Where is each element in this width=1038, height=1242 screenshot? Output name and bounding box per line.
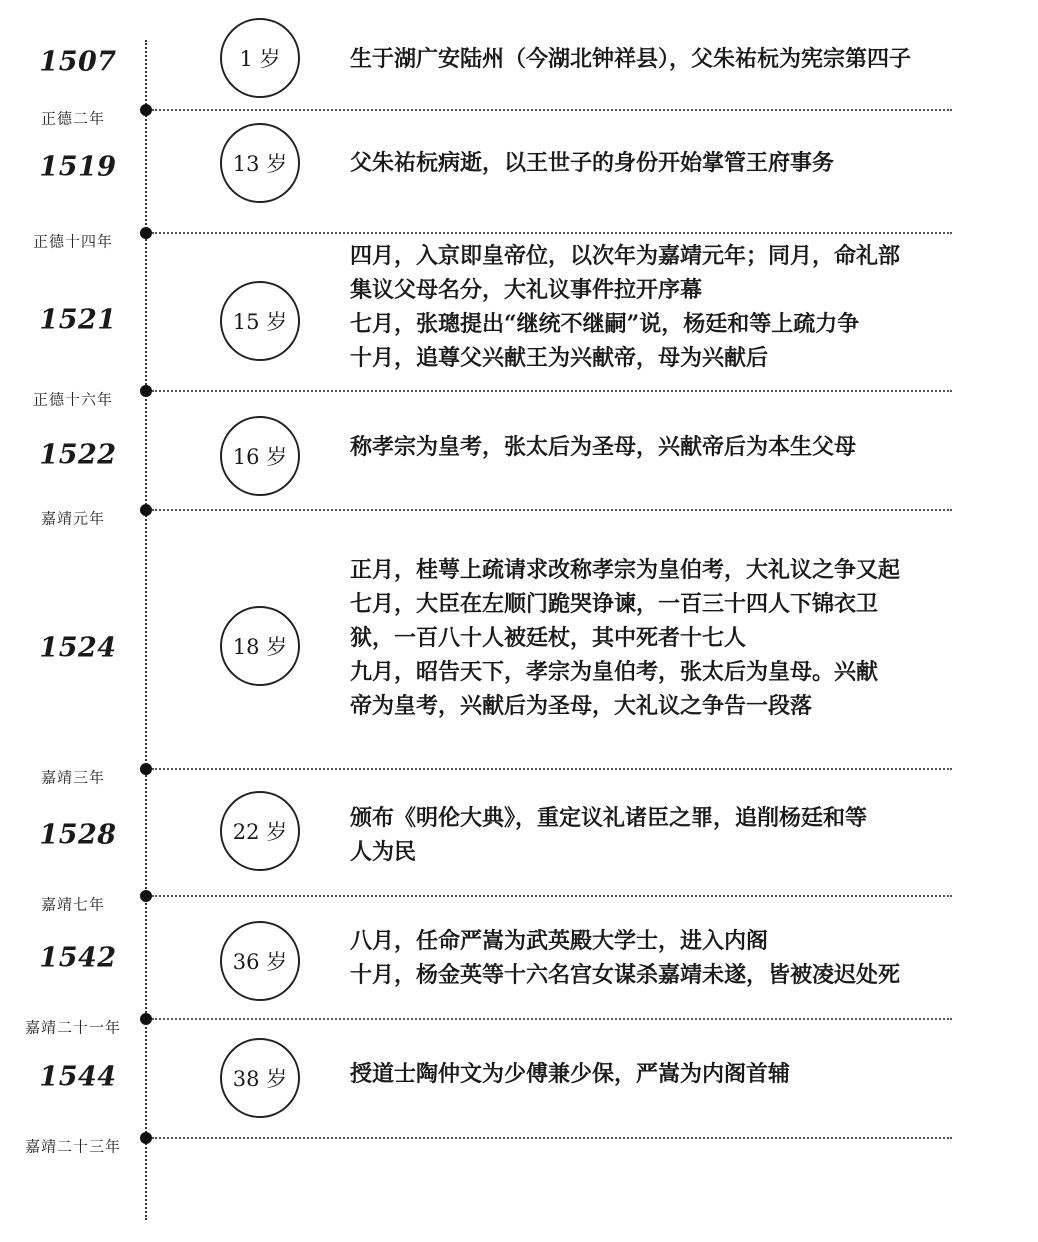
age-badge: 18 岁 bbox=[220, 606, 300, 686]
event-line: 正月，桂萼上疏请求改称孝宗为皇伯考，大礼议之争又起 bbox=[350, 557, 901, 583]
timeline-dot bbox=[140, 504, 152, 516]
age-badge: 16 岁 bbox=[220, 416, 300, 496]
dotted-divider bbox=[152, 390, 952, 392]
timeline-dot bbox=[140, 1013, 152, 1025]
event-line: 授道士陶仲文为少傅兼少保，严嵩为内阁首辅 bbox=[350, 1061, 791, 1087]
event-line: 父朱祐杬病逝，以王世子的身份开始掌管王府事务 bbox=[350, 150, 835, 176]
timeline-dot bbox=[140, 890, 152, 902]
event-description bbox=[350, 801, 950, 869]
age-badge: 38 岁 bbox=[220, 1038, 300, 1118]
era-label: 嘉靖二十一年 bbox=[24, 1018, 121, 1037]
year-label: 1524 bbox=[39, 632, 117, 664]
timeline-dot bbox=[140, 1132, 152, 1144]
event-line: 人为民 bbox=[350, 839, 417, 865]
event-description bbox=[350, 146, 950, 180]
year-label: 1519 bbox=[39, 151, 117, 183]
event-line: 集议父母名分，大礼议事件拉开序幕 bbox=[350, 277, 703, 303]
year-label: 1542 bbox=[39, 942, 117, 974]
age-badge: 13 岁 bbox=[220, 123, 300, 203]
timeline-dot bbox=[140, 385, 152, 397]
event-line: 称孝宗为皇考，张太后为圣母，兴献帝后为本生父母 bbox=[350, 434, 857, 460]
era-label: 正德十四年 bbox=[32, 232, 113, 251]
dotted-divider bbox=[152, 768, 952, 770]
event-description bbox=[350, 1057, 950, 1091]
event-line: 四月，入京即皇帝位，以次年为嘉靖元年；同月，命礼部 bbox=[350, 243, 901, 269]
dotted-divider bbox=[152, 509, 952, 511]
timeline-axis bbox=[145, 40, 147, 1220]
timeline-dot bbox=[140, 227, 152, 239]
era-label: 正德十六年 bbox=[32, 390, 113, 409]
era-label: 嘉靖二十三年 bbox=[24, 1137, 121, 1156]
event-description bbox=[350, 924, 950, 992]
event-line: 生于湖广安陆州（今湖北钟祥县），父朱祐杬为宪宗第四子 bbox=[350, 46, 912, 72]
dotted-divider bbox=[152, 109, 952, 111]
era-label: 嘉靖七年 bbox=[40, 895, 105, 914]
year-label: 1528 bbox=[39, 819, 117, 851]
era-label: 嘉靖三年 bbox=[40, 768, 105, 787]
dotted-divider bbox=[152, 1018, 952, 1020]
event-line: 八月，任命严嵩为武英殿大学士，进入内阁 bbox=[350, 928, 769, 954]
event-line: 十月，追尊父兴献王为兴献帝，母为兴献后 bbox=[350, 345, 769, 371]
event-description bbox=[350, 239, 950, 375]
age-badge: 15 岁 bbox=[220, 281, 300, 361]
event-description bbox=[350, 430, 950, 464]
year-label: 1522 bbox=[39, 439, 117, 471]
event-line: 七月，大臣在左顺门跪哭诤谏，一百三十四人下锦衣卫 bbox=[350, 591, 879, 617]
era-label: 嘉靖元年 bbox=[40, 509, 105, 528]
event-description bbox=[350, 553, 950, 723]
year-label: 1521 bbox=[39, 304, 117, 336]
event-line: 十月，杨金英等十六名宫女谋杀嘉靖未遂，皆被凌迟处死 bbox=[350, 962, 901, 988]
age-badge: 1 岁 bbox=[220, 18, 300, 98]
dotted-divider bbox=[152, 895, 952, 897]
timeline-dot bbox=[140, 104, 152, 116]
era-label: 正德二年 bbox=[40, 109, 105, 128]
timeline-dot bbox=[140, 763, 152, 775]
event-line: 颁布《明伦大典》，重定议礼诸臣之罪，追削杨廷和等 bbox=[350, 805, 868, 831]
year-label: 1507 bbox=[39, 46, 117, 78]
event-line: 帝为皇考，兴献后为圣母，大礼议之争告一段落 bbox=[350, 693, 813, 719]
event-line: 九月，昭告天下，孝宗为皇伯考，张太后为皇母。兴献 bbox=[350, 659, 879, 685]
dotted-divider bbox=[152, 232, 952, 234]
age-badge: 36 岁 bbox=[220, 921, 300, 1001]
age-badge: 22 岁 bbox=[220, 791, 300, 871]
event-description bbox=[350, 42, 950, 76]
event-line: 狱，一百八十人被廷杖，其中死者十七人 bbox=[350, 625, 747, 651]
year-label: 1544 bbox=[39, 1061, 117, 1093]
event-line: 七月，张璁提出“继统不继嗣”说，杨廷和等上疏力争 bbox=[350, 311, 860, 337]
dotted-divider bbox=[152, 1137, 952, 1139]
